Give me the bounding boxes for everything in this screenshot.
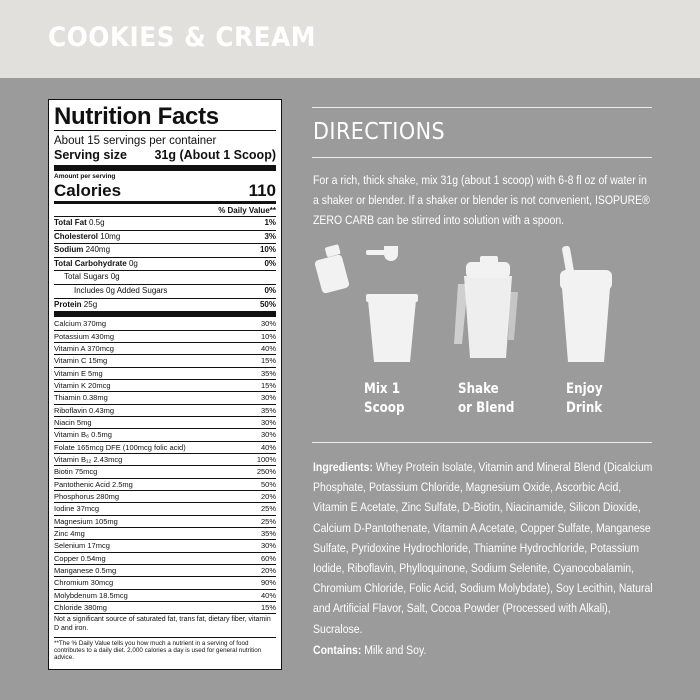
protein-pct: 50%	[259, 299, 276, 309]
vitamin-label: Molybdenum 18.5mcg	[54, 590, 128, 600]
directions-text: For a rich, thick shake, mix 31g (about 1 scoop) with 6-8 fl oz of water in a shaker or blender. If a shaker or blender is not convenient, ISOPURE® ZERO CARB can be stirred into solution with a spoon.	[313, 173, 650, 227]
macro-amount: 0.5g	[88, 218, 105, 227]
vitamin-pct: 30%	[260, 417, 276, 427]
vitamin-row	[54, 367, 276, 379]
nutrition-facts-panel	[48, 99, 282, 670]
calories-label: Calories	[54, 181, 122, 200]
vitamin-label: Vitamin E 5mg	[54, 368, 103, 378]
vitamin-row	[54, 342, 276, 354]
vitamin-pct: 15%	[260, 356, 276, 366]
footnote-daily-value: **The % Daily Value tells you how much a nutrient in a serving of food contributes to a daily diet. 2,000 calories a day is used for general nutrition advice.	[54, 639, 262, 662]
vitamin-label: Vitamin B₆ 0.5mg	[54, 430, 112, 440]
vitamin-label: Thiamin 0.38mg	[54, 393, 108, 403]
vitamin-label: Chloride 380mg	[54, 603, 107, 613]
ingredients-list: Whey Protein Isolate, Vitamin and Mineral Blend (Dicalcium Phosphate, Potassium Chloride, Magnesium Oxide, Ascorbic Acid, Vitamin E Acetate, Zinc Sulfate, D-Biotin, Niacinamide, Silicon Dioxide, Calcium D-Pantothenate, Vitamin A Acetate, Copper Sulfate, Manganese Sulfate, Pyridoxine Hydrochloride, Thiamine Hydrochloride, Potassium Iodide, Riboflavin, Phylloquinone, Sodium Selenite, Cyanocobalamin, Chromium Chloride, Folic Acid, Sodium Molybdate), Soy Lecithin, Natural and Artificial Flavor, Salt, Cocoa Powder (Processed with Alkali), Sucralose.	[313, 460, 653, 636]
calories-value: 110	[248, 181, 276, 200]
vitamin-pct: 30%	[260, 430, 276, 440]
vitamin-row	[54, 354, 276, 366]
vitamin-pct: 20%	[260, 566, 276, 576]
macro-row	[54, 270, 276, 284]
vitamin-pct: 50%	[260, 479, 276, 489]
vitamin-label: Magnesium 105mg	[54, 516, 118, 526]
serving-size	[54, 148, 276, 163]
vitamin-label: Zinc 4mg	[54, 529, 85, 538]
vitamin-pct: 100%	[256, 454, 276, 464]
vitamin-label: Iodine 37mcg	[54, 504, 100, 514]
vitamin-row	[54, 428, 276, 440]
vitamin-pct: 10%	[260, 331, 276, 341]
vitamin-pct: 35%	[260, 368, 276, 378]
vitamin-label: Vitamin C 15mg	[54, 356, 108, 366]
vitamin-row	[54, 515, 276, 527]
vitamin-row	[54, 552, 276, 564]
vitamin-row	[54, 391, 276, 403]
macro-amount: 10mg	[100, 231, 121, 241]
step-shake: Shake or Blend	[458, 381, 515, 416]
footnote-significant: Not a significant source of saturated fat, trans fat, dietary fiber, vitamin D and iron.	[54, 616, 271, 632]
macro-amount: 240mg	[85, 245, 111, 255]
flavor-title: COOKIES & CREAM	[48, 22, 316, 53]
contains-value: Milk and Soy.	[361, 643, 427, 657]
vitamin-label: Manganese 0.5mg	[54, 566, 117, 576]
vitamin-list	[54, 318, 276, 613]
divider-directions	[312, 157, 652, 158]
vitamin-row	[54, 601, 276, 613]
protein-row	[54, 298, 276, 312]
protein-amount: 25g	[83, 299, 98, 309]
directions-title: DIRECTIONS	[313, 119, 446, 145]
vitamin-pct: 20%	[260, 491, 276, 501]
vitamin-label: Selenium 17mcg	[54, 541, 110, 551]
ingredients-text	[313, 457, 653, 639]
steps-illustration	[312, 232, 652, 422]
vitamin-pct: 30%	[260, 541, 276, 551]
steps-icons	[312, 232, 652, 372]
vitamin-row	[54, 527, 276, 539]
vitamin-label: Vitamin K 20mcg	[54, 380, 111, 390]
vitamin-label: Potassium 430mg	[54, 331, 115, 341]
vitamin-pct: 30%	[260, 319, 276, 329]
vitamin-label: Vitamin A 370mcg	[54, 343, 114, 353]
vitamin-row	[54, 490, 276, 502]
macro-pct: 3%	[264, 231, 276, 241]
vitamin-label: Copper 0.54mg	[54, 553, 106, 563]
vitamin-pct: 60%	[260, 553, 276, 563]
vitamin-row	[54, 564, 276, 576]
macro-amount: 0g	[128, 258, 138, 268]
vitamin-label: Riboflavin 0.43mg	[54, 405, 115, 415]
macro-pct: 0%	[264, 285, 276, 295]
vitamin-pct: 40%	[260, 343, 276, 353]
daily-value-header: % Daily Value**	[218, 206, 276, 215]
vitamin-pct: 30%	[260, 393, 276, 403]
macro-row	[54, 230, 276, 244]
macro-row	[54, 284, 276, 298]
macro-label: Sodium	[54, 245, 84, 255]
vitamin-label: Folate 165mcg DFE (100mcg folic acid)	[54, 442, 186, 452]
vitamin-row	[54, 453, 276, 465]
header-banner	[0, 0, 700, 78]
vitamin-row	[54, 404, 276, 416]
serving-size-label: Serving size	[54, 148, 127, 162]
contains-text	[313, 640, 653, 660]
vitamin-pct: 250%	[256, 467, 276, 477]
nutrition-facts-title: Nutrition Facts	[54, 103, 219, 130]
vitamin-label: Biotin 75mcg	[54, 467, 98, 477]
vitamin-row	[54, 465, 276, 477]
macro-list	[54, 216, 276, 298]
macro-row	[54, 257, 276, 271]
scoop-icon	[366, 246, 398, 261]
contains-label: Contains:	[313, 643, 362, 657]
vitamin-row	[54, 589, 276, 601]
shaker-open-icon	[366, 294, 418, 362]
vitamin-row	[54, 441, 276, 453]
macro-label: Total Fat	[54, 218, 87, 227]
vitamin-pct: 90%	[260, 578, 276, 588]
vitamin-pct: 35%	[260, 405, 276, 415]
macro-label: Total Sugars	[64, 272, 109, 282]
vitamin-label: Niacin 5mg	[54, 417, 92, 427]
vitamin-row	[54, 478, 276, 490]
vitamin-label: Chromium 30mcg	[54, 578, 114, 588]
vitamin-pct: 40%	[260, 590, 276, 600]
vitamin-pct: 25%	[260, 504, 276, 514]
vitamin-pct: 25%	[260, 516, 276, 526]
vitamin-row	[54, 379, 276, 391]
vitamin-label: Calcium 370mg	[54, 319, 107, 329]
vitamin-pct: 15%	[260, 603, 276, 613]
step-mix: Mix 1 Scoop	[364, 381, 405, 416]
vitamin-row	[54, 502, 276, 514]
step-enjoy: Enjoy Drink	[566, 381, 603, 416]
macro-row	[54, 216, 276, 230]
vitamin-pct: 15%	[260, 380, 276, 390]
vitamin-row	[54, 539, 276, 551]
ingredients-label: Ingredients:	[313, 460, 373, 474]
macro-amount: 0g	[110, 272, 120, 282]
servings-per-container: About 15 servings per container	[54, 135, 217, 147]
macro-label: Includes 0g Added Sugars	[74, 285, 168, 295]
macro-pct: 10%	[259, 245, 276, 255]
amount-per-serving: Amount per serving	[54, 173, 116, 180]
vitamin-row	[54, 330, 276, 342]
divider-ingredients	[312, 442, 652, 443]
vitamin-row	[54, 576, 276, 588]
vitamin-row	[54, 318, 276, 329]
macro-label: Total Carbohydrate	[54, 258, 127, 268]
divider-top	[312, 107, 652, 108]
vitamin-label: Phosphorus 280mg	[54, 491, 120, 501]
lid-icon	[314, 244, 350, 294]
shaker-shaking-icon	[454, 256, 518, 358]
protein-label: Protein	[54, 299, 82, 309]
shaker-closed-icon	[560, 246, 612, 362]
serving-size-value: 31g (About 1 Scoop)	[154, 148, 276, 162]
vitamin-row	[54, 416, 276, 428]
vitamin-label: Vitamin B₁₂ 2.43mcg	[54, 454, 123, 464]
calories-row	[54, 181, 276, 200]
vitamin-label: Pantothenic Acid 2.5mg	[54, 479, 133, 489]
macro-pct: 1%	[264, 218, 276, 227]
vitamin-pct: 40%	[260, 442, 276, 452]
macro-label: Cholesterol	[54, 231, 99, 241]
macro-row	[54, 243, 276, 257]
macro-pct: 0%	[264, 258, 276, 268]
vitamin-pct: 35%	[260, 529, 276, 538]
